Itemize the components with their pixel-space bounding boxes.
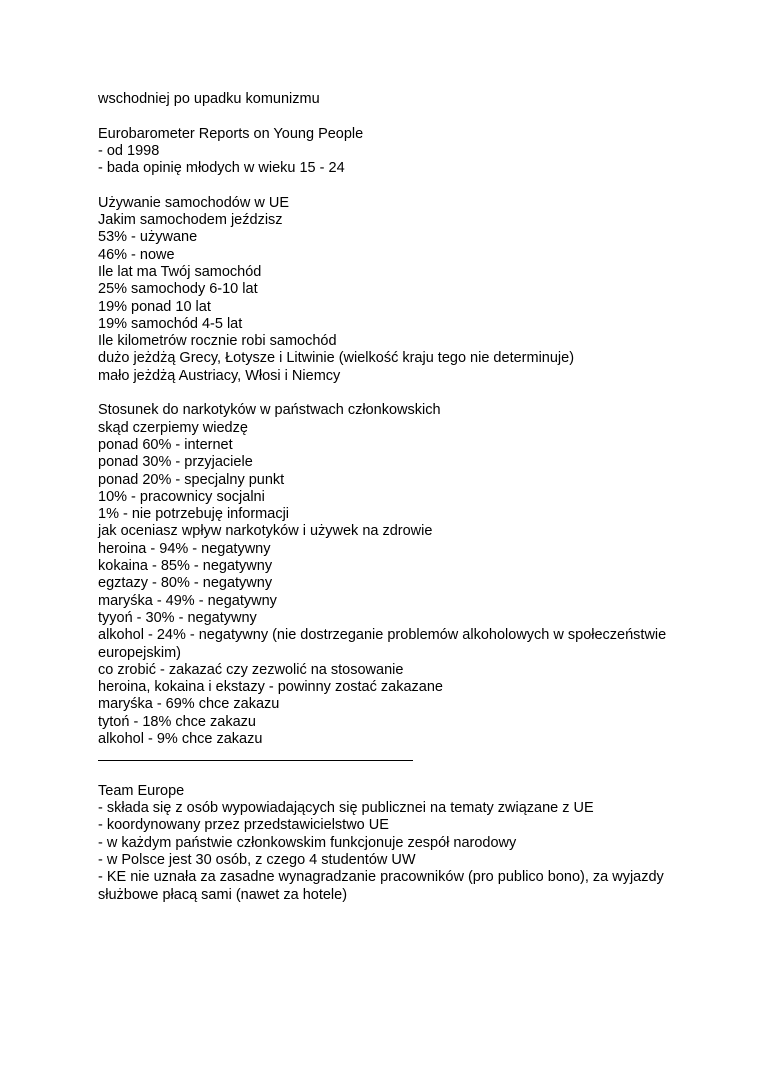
team-europe-item: - w każdym państwie członkowskim funkcjonuje zespół narodowy — [98, 834, 517, 851]
cars-line: 19% ponad 10 lat — [98, 298, 211, 315]
drugs-line: heroina, kokaina i ekstazy - powinny zostać zakazane — [98, 679, 443, 696]
drugs-line: co zrobić - zakazać czy zezwolić na stosowanie — [98, 661, 404, 678]
team-europe-item: - w Polsce jest 30 osób, z czego 4 studentów UW — [98, 852, 416, 869]
drugs-line: tyyoń - 30% - negatywny — [98, 609, 257, 626]
cars-line: Ile lat ma Twój samochód — [98, 263, 262, 280]
spacer — [98, 766, 698, 783]
drugs-line: alkohol - 9% chce zakazu — [98, 730, 263, 747]
drugs-line: kokaina - 85% - negatywny — [98, 558, 273, 575]
drugs-line: jak oceniasz wpływ narkotyków i używek na zdrowie — [98, 523, 433, 540]
document-page — [98, 91, 698, 904]
drugs-line: 1% - nie potrzebuję informacji — [98, 506, 290, 523]
eurobarometer-heading: Eurobarometer Reports on Young People — [98, 125, 364, 142]
team-europe-item: - KE nie uznała za zasadne wynagradzanie pracowników (pro publico bono), za wyjazdy służbowe płacą sami (nawet za hotele) — [98, 869, 664, 903]
spacer — [98, 385, 698, 402]
team-europe-heading: Team Europe — [98, 782, 185, 799]
drugs-line: 10% - pracownicy socjalni — [98, 488, 265, 505]
cars-line: 25% samochody 6-10 lat — [98, 281, 258, 298]
eurobarometer-item: - od 1998 — [98, 142, 160, 159]
drugs-line: maryśka - 49% - negatywny — [98, 592, 277, 609]
drugs-line: ponad 60% - internet — [98, 436, 233, 453]
drugs-line: ponad 20% - specjalny punkt — [98, 471, 285, 488]
cars-line: Jakim samochodem jeździsz — [98, 212, 283, 229]
drugs-line: ponad 30% - przyjaciele — [98, 454, 253, 471]
drugs-line: skąd czerpiemy wiedzę — [98, 419, 248, 436]
drugs-heading: Stosunek do narkotyków w państwach członkowskich — [98, 402, 441, 419]
horizontal-rule — [98, 748, 698, 765]
cars-line: Ile kilometrów rocznie robi samochód — [98, 333, 337, 350]
cars-line: 53% - używane — [98, 229, 198, 246]
cars-line: 46% - nowe — [98, 246, 175, 263]
team-europe-item: - koordynowany przez przedstawicielstwo UE — [98, 817, 389, 834]
cars-line: dużo jeżdżą Grecy, Łotysze i Litwinie (wielkość kraju tego nie determinuje) — [98, 350, 575, 367]
spacer — [98, 177, 698, 194]
drugs-alcohol-line: alkohol - 24% - negatywny (nie dostrzeganie problemów alkoholowych w społeczeństwie europejskim) — [98, 627, 667, 661]
drugs-line: heroina - 94% - negatywny — [98, 540, 271, 557]
drugs-line: egztazy - 80% - negatywny — [98, 575, 273, 592]
team-europe-item: - składa się z osób wypowiadających się publicznei na tematy związane z UE — [98, 800, 594, 817]
spacer — [98, 108, 698, 125]
drugs-line: maryśka - 69% chce zakazu — [98, 696, 280, 713]
cars-line: 19% samochód 4-5 lat — [98, 315, 243, 332]
drugs-line: tytoń - 18% chce zakazu — [98, 713, 256, 730]
cars-heading: Używanie samochodów w UE — [98, 194, 289, 211]
intro-line: wschodniej po upadku komunizmu — [98, 91, 320, 107]
eurobarometer-item: - bada opinię młodych w wieku 15 - 24 — [98, 160, 345, 177]
cars-line: mało jeżdżą Austriacy, Włosi i Niemcy — [98, 367, 341, 384]
rule-line — [98, 760, 413, 761]
